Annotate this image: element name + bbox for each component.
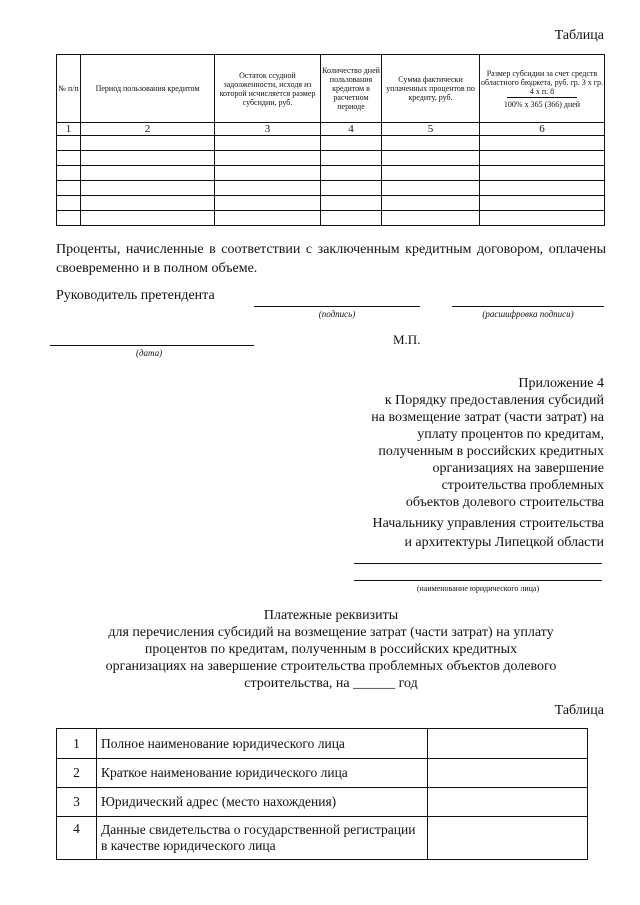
fraction-line — [507, 97, 577, 98]
header-days: Количество дней пользования кредитом в расчетном периоде — [322, 66, 380, 111]
col-number: 2 — [81, 123, 215, 136]
date-line — [50, 345, 254, 346]
row-value — [428, 788, 588, 817]
table-row — [57, 166, 605, 181]
col-number: 6 — [480, 123, 605, 136]
table-row — [57, 788, 588, 817]
table-row — [57, 211, 605, 226]
org-line — [354, 580, 602, 581]
table-row — [57, 759, 588, 788]
col-number: 4 — [321, 123, 382, 136]
row-label: Данные свидетельства о государственной регистрации в качестве юридического лица — [97, 817, 428, 860]
row-label: Юридический адрес (место нахождения) — [97, 788, 428, 817]
signature-line — [254, 306, 420, 307]
header-subsidy-numerator: Размер субсидии за счет средств областного бюджета, руб. гр. 3 х гр. 4 х п. 8 — [480, 68, 604, 96]
payment-line: организациях на завершение строительства проблемных объектов долевого — [105, 659, 557, 674]
appendix-title: Приложение 4 — [518, 376, 604, 391]
header-num: № п/п — [58, 84, 79, 93]
row-number: 1 — [57, 729, 97, 759]
table1-caption: Таблица — [554, 28, 604, 43]
head-label: Руководитель претендента — [56, 288, 215, 303]
row-value — [428, 759, 588, 788]
stamp-label: М.П. — [393, 332, 421, 347]
appendix-line: полученным в российских кредитных — [378, 444, 604, 459]
table-row — [57, 136, 605, 151]
header-interest: Сумма фактически уплаченных процентов по кредиту, руб. — [386, 75, 475, 102]
decode-line — [452, 306, 604, 307]
table-row — [57, 196, 605, 211]
row-number: 4 — [57, 817, 97, 860]
org-caption: (наименование юридического лица) — [416, 584, 540, 593]
payment-line: процентов по кредитам, полученным в российских кредитных — [144, 642, 518, 657]
header-period: Период пользования кредитом — [95, 84, 200, 93]
row-number: 2 — [57, 759, 97, 788]
table2-caption: Таблица — [554, 703, 604, 718]
appendix-line: на возмещение затрат (части затрат) на — [371, 410, 604, 425]
signature-caption: (подпись) — [318, 309, 356, 319]
table-row — [57, 817, 588, 860]
payment-line: для перечисления субсидий на возмещение затрат (части затрат) на уплату — [108, 625, 554, 640]
payment-statement: Проценты, начисленные в соответствии с заключенным кредитным договором, оплачены своевременно и в полном объеме. — [56, 242, 606, 276]
header-subsidy-denominator: 100% х 365 (366) дней — [503, 99, 581, 109]
appendix-line: уплату процентов по кредитам, — [417, 427, 604, 442]
header-subsidy-formula — [480, 69, 604, 109]
appendix-line: к Порядку предоставления субсидий — [384, 393, 604, 408]
decode-caption: (расшифровка подписи) — [482, 309, 574, 319]
payment-heading — [56, 607, 606, 692]
addressee-line: и архитектуры Липецкой области — [404, 535, 604, 550]
row-label: Полное наименование юридического лица — [97, 729, 428, 759]
appendix-line: строительства проблемных — [441, 478, 604, 493]
table-row — [57, 181, 605, 196]
payment-line: строительства, на ______ год — [244, 676, 418, 691]
col-number: 3 — [215, 123, 321, 136]
subsidy-calculation-table — [56, 54, 605, 226]
row-value — [428, 817, 588, 860]
table-row — [57, 151, 605, 166]
col-number: 1 — [57, 123, 81, 136]
org-line — [354, 563, 602, 564]
row-label: Краткое наименование юридического лица — [97, 759, 428, 788]
appendix-line: организациях на завершение — [432, 461, 604, 476]
appendix-block — [371, 375, 604, 511]
table-row — [57, 729, 588, 759]
payment-details-table — [56, 728, 588, 860]
payment-title: Платежные реквизиты — [263, 608, 399, 623]
col-number: 5 — [382, 123, 480, 136]
date-caption: (дата) — [136, 348, 163, 358]
row-value — [428, 729, 588, 759]
addressee-block — [372, 514, 604, 552]
row-number: 3 — [57, 788, 97, 817]
addressee-line: Начальнику управления строительства — [372, 516, 604, 531]
appendix-line: объектов долевого строительства — [405, 495, 604, 510]
header-balance: Остаток ссудной задолженности, исходя из которой исчисляется размер субсидии, руб. — [219, 70, 316, 107]
